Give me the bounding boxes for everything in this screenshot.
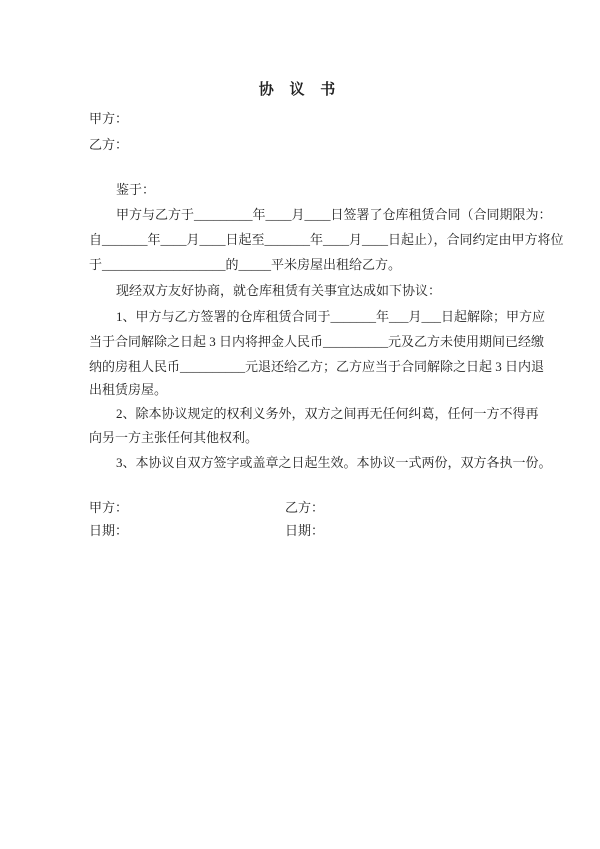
document-title: 协 议 书 bbox=[258, 82, 342, 98]
whereas-heading: 鉴于： bbox=[116, 182, 156, 197]
clause-2-line: 2、除本协议规定的权利义务外，双方之间再无任何纠葛，任何一方不得再 bbox=[116, 406, 539, 421]
signature-date-a: 日期： bbox=[89, 523, 129, 538]
signature-party-b: 乙方： bbox=[285, 500, 325, 515]
recital-line: 于___________________的_____平米房屋出租给乙方。 bbox=[89, 257, 402, 272]
signature-date-b: 日期： bbox=[285, 523, 325, 538]
recital-line: 甲方与乙方于_________年____月____日签署了仓库租赁合同（合同期限为： bbox=[116, 207, 552, 222]
signature-party-a: 甲方： bbox=[89, 500, 129, 515]
party-b-label: 乙方： bbox=[89, 137, 129, 152]
clause-2-line: 向另一方主张任何其他权利。 bbox=[89, 430, 259, 445]
clause-1-line: 出租赁房屋。 bbox=[89, 382, 168, 397]
clause-3: 3、本协议自双方签字或盖章之日起生效。本协议一式两份，双方各执一份。 bbox=[116, 455, 552, 470]
clause-1-line: 纳的房租人民币__________元退还给乙方；乙方应当于合同解除之日起 3 日内退 bbox=[89, 359, 545, 374]
recital-line: 自_______年____月____日起至_______年____月____日起止），合同约定由甲方将位 bbox=[89, 232, 564, 247]
clause-1-line: 1、甲方与乙方签署的仓库租赁合同于_______年___月___日起解除；甲方应 bbox=[116, 309, 546, 324]
intro-paragraph: 现经双方友好协商，就仓库租赁有关事宜达成如下协议： bbox=[116, 283, 442, 298]
party-a-label: 甲方： bbox=[89, 111, 129, 126]
clause-1-line: 当于合同解除之日起 3 日内将押金人民币__________元及乙方未使用期间已经缴 bbox=[89, 334, 545, 349]
